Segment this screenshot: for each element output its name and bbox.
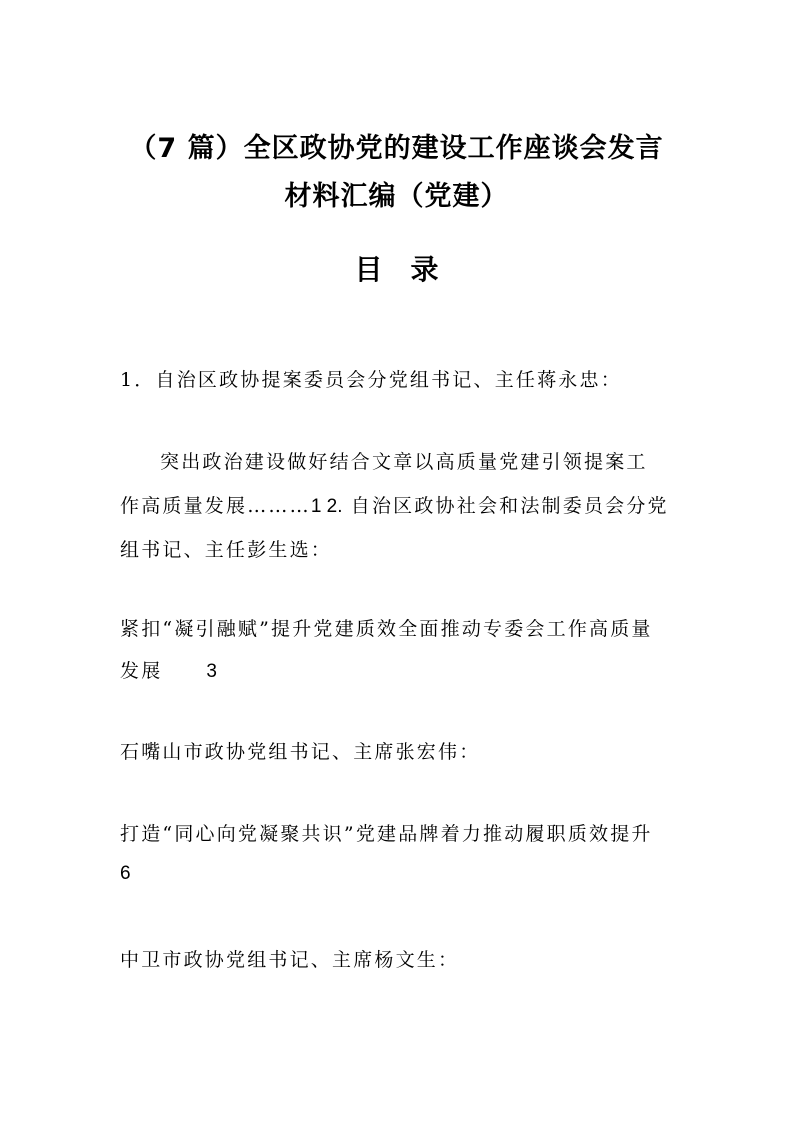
toc-entry-1-title-line-2 <box>120 491 680 518</box>
toc-entry-3-title: 打造“同心向党凝聚共识”党建品牌着力推动履职质效提升 <box>120 823 653 845</box>
toc-entry-1-page-number: 1 2. <box>310 496 343 517</box>
toc-entry-4-author: 中卫市政协党组书记、主席杨文生： <box>120 949 460 971</box>
document-title-line-2: 材料汇编（党建） <box>284 181 509 212</box>
toc-entry-2-page-number: 3 <box>206 661 217 682</box>
toc-entry-3-page-number: 6 <box>120 863 131 884</box>
toc-entry-2-author-start: 自治区政协社会和法制委员会分党 <box>342 495 669 517</box>
toc-heading: 目录 <box>354 253 467 286</box>
toc-entry-2-author-end: 组书记、主任彭生选： <box>120 539 333 561</box>
toc-entry-1-title-end: 作高质量发展……… <box>120 495 311 517</box>
toc-entry-2-title-line-2 <box>120 656 680 683</box>
toc-entry-3-author: 石嘴山市政协党组书记、主席张宏伟： <box>120 741 481 763</box>
toc-entry-2-title-line-1: 紧扣“凝引融赋”提升党建质效全面推动专委会工作高质量 <box>120 618 653 640</box>
toc-entry-2-title-end: 发展 <box>120 660 163 682</box>
toc-entry-1-author: 1．自治区政协提案委员会分党组书记、主任蒋永忠： <box>120 369 622 391</box>
toc-entry-1-title-line-1: 突出政治建设做好结合文章以高质量党建引领提案工 <box>160 451 648 473</box>
document-title-line-1: （7 篇）全区政协党的建设工作座谈会发言 <box>129 133 664 164</box>
